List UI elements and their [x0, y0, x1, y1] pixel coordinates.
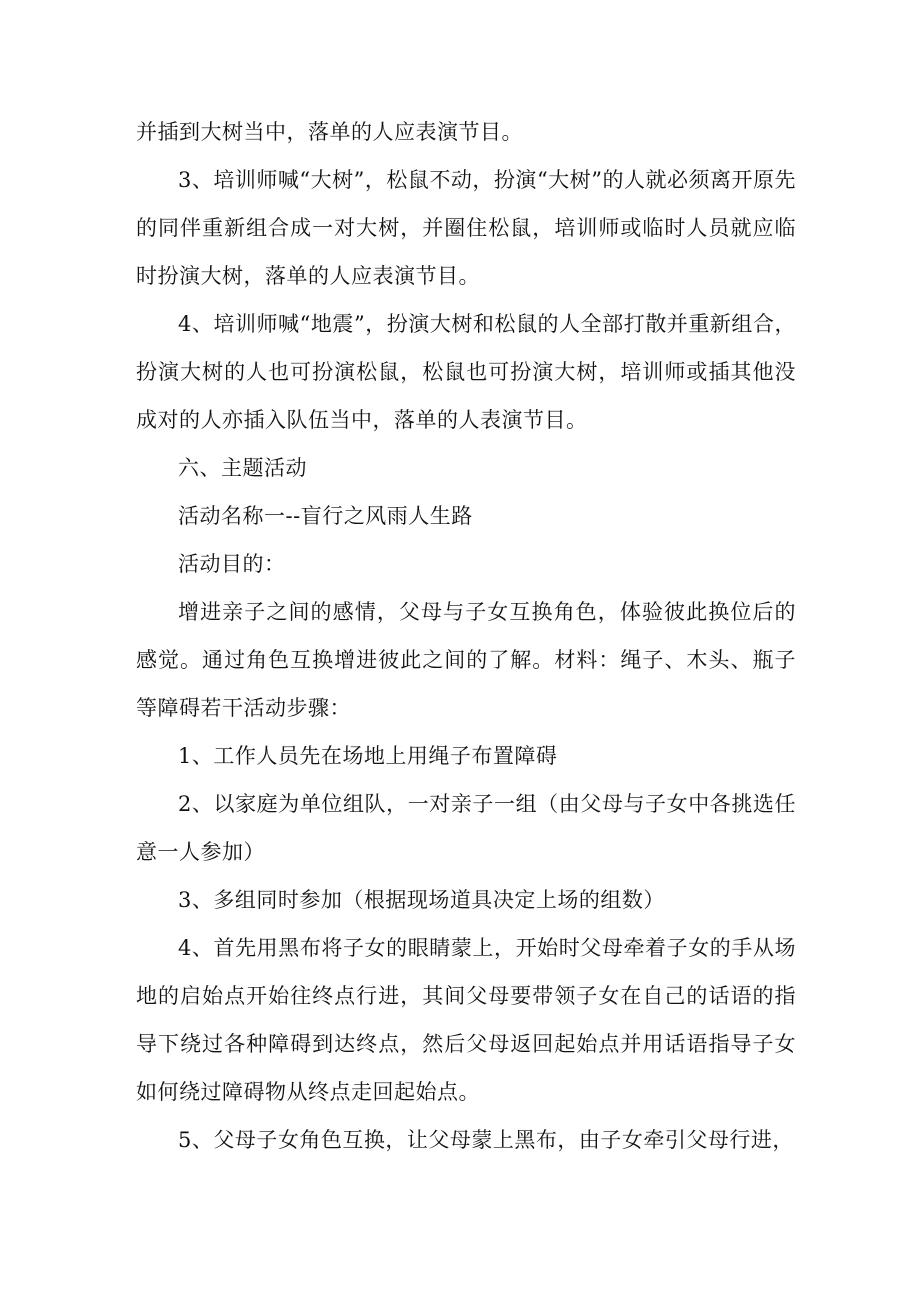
- activity-step-4: 4、首先用黑布将子女的眼睛蒙上，开始时父母牵着子女的手从场地的启始点开始往终点行进，其间父母要带领子女在自己的话语的指导下绕过各种障碍到达终点，然后父母返回起始点并用话语指导子女如何绕过障碍物从终点走回起始点。: [136, 936, 796, 1104]
- activity-step-3: 3、多组同时参加（根据现场道具决定上场的组数）: [178, 888, 665, 912]
- activity-step-5: 5、父母子女角色互换，让父母蒙上黑布，由子女牵引父母行进，: [178, 1128, 794, 1152]
- activity-purpose-label: 活动目的：: [178, 552, 286, 576]
- paragraph-step-4: 4、培训师喊“地震”，扮演大树和松鼠的人全部打散并重新组合，扮演大树的人也可扮演松鼠，松鼠也可扮演大树，培训师或插其他没成对的人亦插入队伍当中，落单的人表演节目。: [136, 312, 796, 432]
- document-body: [136, 108, 796, 1164]
- paragraph-step-3: 3、培训师喊“大树”，松鼠不动，扮演“大树”的人就必须离开原先的同伴重新组合成一对大树，并圈住松鼠，培训师或临时人员就应临时扮演大树，落单的人应表演节目。: [136, 168, 796, 288]
- activity-purpose-text: 增进亲子之间的感情，父母与子女互换角色，体验彼此换位后的感觉。通过角色互换增进彼此之间的了解。材料：绳子、木头、瓶子等障碍若干活动步骤：: [136, 600, 796, 720]
- activity-step-2: 2、以家庭为单位组队，一对亲子一组（由父母与子女中各挑选任意一人参加）: [136, 792, 796, 864]
- section-heading-theme-activity: 六、主题活动: [178, 456, 307, 480]
- paragraph-continuation: 并插到大树当中，落单的人应表演节目。: [136, 120, 523, 144]
- activity-step-1: 1、工作人员先在场地上用绳子布置障碍: [178, 744, 558, 768]
- activity-name: 活动名称一--盲行之风雨人生路: [178, 504, 473, 528]
